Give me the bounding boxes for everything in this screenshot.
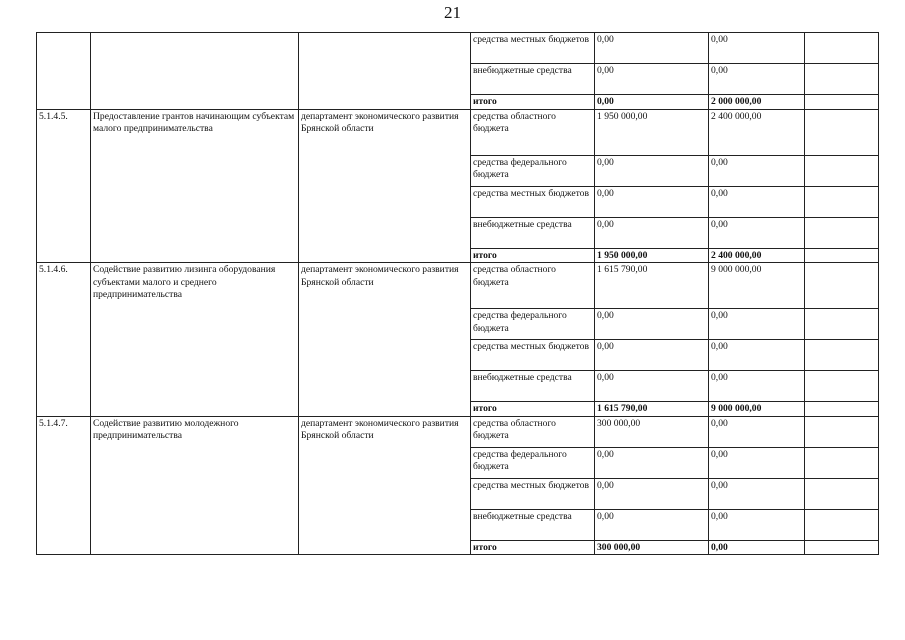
table-row <box>37 109 879 155</box>
total-label-cell: итого <box>471 402 595 417</box>
funding-source-cell: средства областного бюджета <box>471 263 595 309</box>
funding-source-cell: средства областного бюджета <box>471 416 595 447</box>
total-amount-cell: 1 615 790,00 <box>595 402 709 417</box>
amount-cell: 0,00 <box>709 64 805 95</box>
funding-source-cell: внебюджетные средства <box>471 371 595 402</box>
amount-cell: 0,00 <box>709 33 805 64</box>
table-body <box>37 33 879 555</box>
measure-code: 5.1.4.5. <box>37 109 91 263</box>
funding-source-cell: средства федерального бюджета <box>471 309 595 340</box>
amount-cell: 0,00 <box>709 155 805 186</box>
funding-source-cell: средства федерального бюджета <box>471 155 595 186</box>
empty-cell <box>805 248 879 263</box>
empty-cell <box>805 33 879 64</box>
total-amount-cell: 0,00 <box>709 540 805 555</box>
empty-cell <box>805 540 879 555</box>
empty-cell <box>805 186 879 217</box>
measure-name-cell <box>91 33 299 110</box>
amount-cell: 0,00 <box>595 155 709 186</box>
total-amount-cell: 0,00 <box>595 95 709 110</box>
empty-cell <box>805 478 879 509</box>
total-amount-cell: 2 400 000,00 <box>709 248 805 263</box>
amount-cell: 0,00 <box>709 186 805 217</box>
amount-cell: 0,00 <box>709 478 805 509</box>
total-amount-cell: 1 950 000,00 <box>595 248 709 263</box>
funding-source-cell: средства областного бюджета <box>471 109 595 155</box>
amount-cell: 9 000 000,00 <box>709 263 805 309</box>
amount-cell: 0,00 <box>595 186 709 217</box>
measure-executor: департамент экономического развития Брянской области <box>299 263 471 417</box>
amount-cell: 0,00 <box>595 340 709 371</box>
amount-cell: 0,00 <box>709 217 805 248</box>
amount-cell: 0,00 <box>709 340 805 371</box>
funding-source-cell: средства местных бюджетов <box>471 340 595 371</box>
amount-cell: 1 615 790,00 <box>595 263 709 309</box>
funding-source-cell: средства местных бюджетов <box>471 33 595 64</box>
funding-source-cell: средства местных бюджетов <box>471 478 595 509</box>
total-amount-cell: 300 000,00 <box>595 540 709 555</box>
amount-cell: 0,00 <box>595 33 709 64</box>
empty-cell <box>805 447 879 478</box>
page-number: 21 <box>444 3 461 22</box>
amount-cell: 0,00 <box>595 478 709 509</box>
total-amount-cell: 9 000 000,00 <box>709 402 805 417</box>
empty-cell <box>805 509 879 540</box>
total-label-cell: итого <box>471 540 595 555</box>
amount-cell: 300 000,00 <box>595 416 709 447</box>
table-row <box>37 33 879 64</box>
empty-cell <box>805 416 879 447</box>
amount-cell: 0,00 <box>709 509 805 540</box>
code-cell <box>37 33 91 110</box>
empty-cell <box>805 371 879 402</box>
amount-cell: 0,00 <box>709 416 805 447</box>
amount-cell: 0,00 <box>595 509 709 540</box>
empty-cell <box>805 217 879 248</box>
empty-cell <box>805 263 879 309</box>
empty-cell <box>805 64 879 95</box>
empty-cell <box>805 155 879 186</box>
amount-cell: 1 950 000,00 <box>595 109 709 155</box>
amount-cell: 0,00 <box>595 447 709 478</box>
measure-executor: департамент экономического развития Брянской области <box>299 416 471 555</box>
empty-cell <box>805 340 879 371</box>
total-label-cell: итого <box>471 95 595 110</box>
amount-cell: 0,00 <box>595 371 709 402</box>
amount-cell: 0,00 <box>709 371 805 402</box>
empty-cell <box>805 109 879 155</box>
total-amount-cell: 2 000 000,00 <box>709 95 805 110</box>
executor-cell <box>299 33 471 110</box>
measure-code: 5.1.4.6. <box>37 263 91 417</box>
amount-cell: 0,00 <box>595 217 709 248</box>
funding-source-cell: средства местных бюджетов <box>471 186 595 217</box>
measure-name: Содействие развитию молодежного предпринимательства <box>91 416 299 555</box>
funding-source-cell: средства федерального бюджета <box>471 447 595 478</box>
funding-source-cell: внебюджетные средства <box>471 217 595 248</box>
amount-cell: 0,00 <box>709 309 805 340</box>
funding-source-cell: внебюджетные средства <box>471 64 595 95</box>
empty-cell <box>805 309 879 340</box>
measure-code: 5.1.4.7. <box>37 416 91 555</box>
budget-table <box>36 32 879 555</box>
table-row <box>37 263 879 309</box>
table-row <box>37 416 879 447</box>
amount-cell: 0,00 <box>709 447 805 478</box>
empty-cell <box>805 402 879 417</box>
amount-cell: 2 400 000,00 <box>709 109 805 155</box>
measure-name: Содействие развитию лизинга оборудования субъектами малого и среднего предпринимательства <box>91 263 299 417</box>
total-label-cell: итого <box>471 248 595 263</box>
amount-cell: 0,00 <box>595 309 709 340</box>
measure-executor: департамент экономического развития Брянской области <box>299 109 471 263</box>
amount-cell: 0,00 <box>595 64 709 95</box>
measure-name: Предоставление грантов начинающим субъектам малого предпринимательства <box>91 109 299 263</box>
empty-cell <box>805 95 879 110</box>
funding-source-cell: внебюджетные средства <box>471 509 595 540</box>
